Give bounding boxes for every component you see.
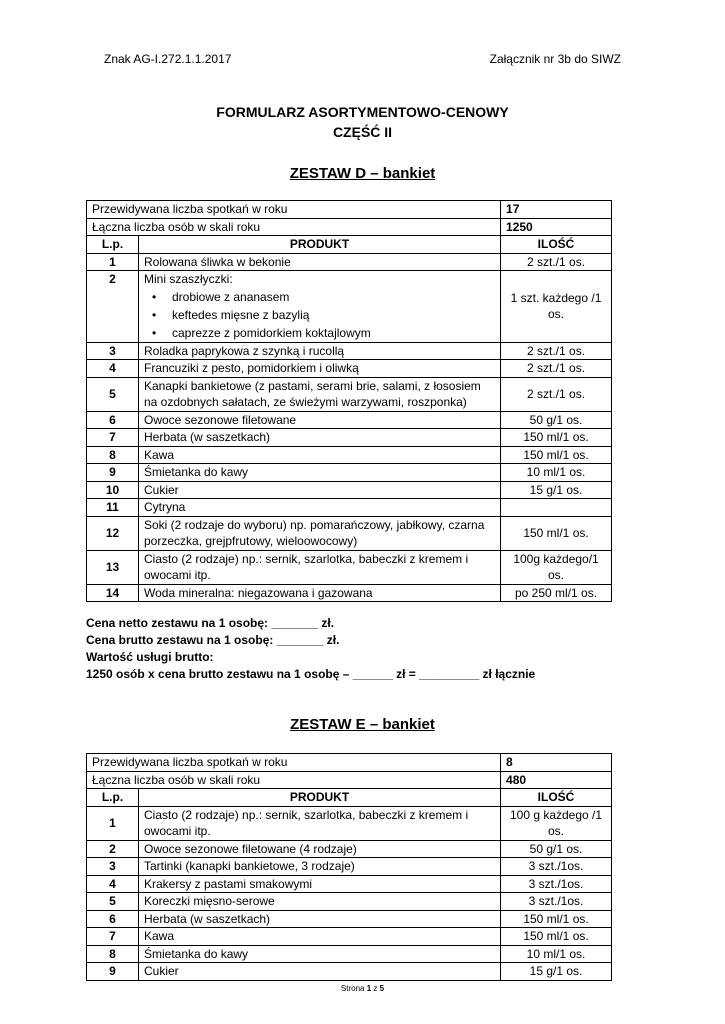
- wartosc-calc: 1250 osób x cena brutto zestawu na 1 osobę – ______ zł = _________ zł łącznie: [86, 667, 536, 681]
- table-row: [87, 499, 612, 517]
- table-row: [87, 446, 612, 464]
- meetings-label: Przewidywana liczba spotkań w roku: [87, 201, 501, 219]
- attachment-label: Załącznik nr 3b do SIWZ: [489, 52, 621, 66]
- row-product: [139, 271, 501, 343]
- row-qty: 150 ml/1 os.: [501, 429, 612, 447]
- row-lp: 8: [87, 446, 139, 464]
- table-row: [87, 360, 612, 378]
- row-qty: 2 szt./1 os.: [501, 360, 612, 378]
- row-lp: 13: [87, 550, 139, 584]
- table-row: [87, 963, 612, 981]
- meetings-row: [87, 754, 612, 772]
- table-header-row: [87, 236, 612, 254]
- table-row: [87, 481, 612, 499]
- row-qty: 2 szt./1 os.: [501, 342, 612, 360]
- persons-row: [87, 218, 612, 236]
- persons-value: 1250: [501, 218, 612, 236]
- col-lp-header: L.p.: [87, 236, 139, 254]
- persons-label: Łączna liczba osób w skali roku: [87, 218, 501, 236]
- row-qty: [501, 499, 612, 517]
- row-product: Soki (2 rodzaje do wyboru) np. pomarańczowy, jabłkowy, czarna porzeczka, grejpfrutowy, wieloowocowy): [139, 516, 501, 550]
- document-reference: Znak AG-I.272.1.1.2017: [104, 52, 232, 66]
- table-row: [87, 840, 612, 858]
- col-product-header: PRODUKT: [139, 789, 501, 807]
- row-qty: 3 szt./1os.: [501, 875, 612, 893]
- table-row: [87, 516, 612, 550]
- table-row: [87, 945, 612, 963]
- page-footer: [0, 984, 725, 993]
- row-qty: 150 ml/1 os.: [501, 928, 612, 946]
- table-row: [87, 342, 612, 360]
- table-row: [87, 584, 612, 602]
- row-qty: 150 ml/1 os.: [501, 446, 612, 464]
- row-lp: 11: [87, 499, 139, 517]
- table-row: [87, 253, 612, 271]
- row-lp: 9: [87, 464, 139, 482]
- zestaw-d-heading: ZESTAW D – bankiet: [289, 165, 436, 182]
- row-lp: 9: [87, 963, 139, 981]
- row-product: Owoce sezonowe filetowane (4 rodzaje): [139, 840, 501, 858]
- meetings-value: 8: [501, 754, 612, 772]
- row-qty: 2 szt./1 os.: [501, 377, 612, 411]
- footer-middle: z: [371, 984, 380, 993]
- table-header-row: [87, 789, 612, 807]
- row-qty: 50 g/1 os.: [501, 840, 612, 858]
- table-row: [87, 271, 612, 343]
- row-product: Roladka paprykowa z szynką i rucollą: [139, 342, 501, 360]
- row-product: Owoce sezonowe filetowane: [139, 411, 501, 429]
- wartosc-uslugi: Wartość usługi brutto:: [86, 650, 214, 664]
- row-lp: 4: [87, 875, 139, 893]
- row-qty: 50 g/1 os.: [501, 411, 612, 429]
- table-row: [87, 893, 612, 911]
- table-row: [87, 429, 612, 447]
- product-subitem: • keftedes mięsne z bazylią: [144, 306, 495, 324]
- row-product: Cukier: [139, 481, 501, 499]
- product-subitem: • drobiowe z ananasem: [144, 288, 495, 306]
- product-sublist: [144, 288, 495, 342]
- row-product: Kawa: [139, 928, 501, 946]
- row-product: Ciasto (2 rodzaje) np.: sernik, szarlotka, babeczki z kremem i owocami itp.: [139, 806, 501, 840]
- row-qty: 15 g/1 os.: [501, 481, 612, 499]
- row-lp: 14: [87, 584, 139, 602]
- row-lp: 2: [87, 271, 139, 343]
- table-row: [87, 875, 612, 893]
- table-row: [87, 858, 612, 876]
- row-qty: po 250 ml/1 os.: [501, 584, 612, 602]
- row-product: Śmietanka do kawy: [139, 464, 501, 482]
- row-product: Herbata (w saszetkach): [139, 910, 501, 928]
- zestaw-e-heading: ZESTAW E – bankiet: [290, 716, 435, 733]
- row-lp: 3: [87, 342, 139, 360]
- row-lp: 8: [87, 945, 139, 963]
- row-qty: 10 ml/1 os.: [501, 464, 612, 482]
- row-product: Herbata (w saszetkach): [139, 429, 501, 447]
- row-product: Rolowana śliwka w bekonie: [139, 253, 501, 271]
- row-qty: 1 szt. każdego /1 os.: [501, 271, 612, 343]
- row-lp: 1: [87, 806, 139, 840]
- row-lp: 1: [87, 253, 139, 271]
- row-qty: 100g każdego/1 os.: [501, 550, 612, 584]
- meetings-value: 17: [501, 201, 612, 219]
- persons-label: Łączna liczba osób w skali roku: [87, 771, 501, 789]
- row-product: Francuziki z pesto, pomidorkiem i oliwką: [139, 360, 501, 378]
- footer-page: 1: [366, 984, 372, 993]
- row-lp: 7: [87, 429, 139, 447]
- col-product-header: PRODUKT: [139, 236, 501, 254]
- col-qty-header: ILOŚĆ: [501, 236, 612, 254]
- row-lp: 3: [87, 858, 139, 876]
- row-qty: 3 szt./1os.: [501, 858, 612, 876]
- row-product: Woda mineralna: niegazowana i gazowana: [139, 584, 501, 602]
- row-product: Krakersy z pastami smakowymi: [139, 875, 501, 893]
- row-product: Cytryna: [139, 499, 501, 517]
- row-qty: 10 ml/1 os.: [501, 945, 612, 963]
- row-product-text: Mini szaszłyczki:: [144, 272, 233, 286]
- persons-value: 480: [501, 771, 612, 789]
- table-row: [87, 928, 612, 946]
- row-qty: 3 szt./1os.: [501, 893, 612, 911]
- row-lp: 6: [87, 411, 139, 429]
- row-product: Tartinki (kanapki bankietowe, 3 rodzaje): [139, 858, 501, 876]
- row-qty: 15 g/1 os.: [501, 963, 612, 981]
- cena-netto: Cena netto zestawu na 1 osobę: _______ zł.: [86, 616, 335, 630]
- row-qty: 150 ml/1 os.: [501, 910, 612, 928]
- row-lp: 2: [87, 840, 139, 858]
- row-lp: 12: [87, 516, 139, 550]
- col-lp-header: L.p.: [87, 789, 139, 807]
- zestaw-d-table: [86, 200, 612, 602]
- meetings-label: Przewidywana liczba spotkań w roku: [87, 754, 501, 772]
- row-lp: 4: [87, 360, 139, 378]
- row-qty: 100 g każdego /1 os.: [501, 806, 612, 840]
- form-title: FORMULARZ ASORTYMENTOWO-CENOWY: [216, 104, 509, 120]
- row-lp: 7: [87, 928, 139, 946]
- meetings-row: [87, 201, 612, 219]
- row-product: Ciasto (2 rodzaje) np.: sernik, szarlotka, babeczki z kremem i owocami itp.: [139, 550, 501, 584]
- persons-row: [87, 771, 612, 789]
- table-row: [87, 377, 612, 411]
- row-qty: 2 szt./1 os.: [501, 253, 612, 271]
- cena-brutto: Cena brutto zestawu na 1 osobę: _______ zł.: [86, 633, 340, 647]
- footer-total: 5: [379, 984, 385, 993]
- row-lp: 5: [87, 893, 139, 911]
- form-part: CZĘŚĆ II: [332, 124, 393, 140]
- table-row: [87, 550, 612, 584]
- product-subitem: • caprezze z pomidorkiem koktajlowym: [144, 324, 495, 342]
- row-lp: 10: [87, 481, 139, 499]
- col-qty-header: ILOŚĆ: [501, 789, 612, 807]
- row-qty: 150 ml/1 os.: [501, 516, 612, 550]
- table-row: [87, 464, 612, 482]
- table-row: [87, 910, 612, 928]
- row-product: Kawa: [139, 446, 501, 464]
- table-row: [87, 806, 612, 840]
- row-product: Koreczki mięsno-serowe: [139, 893, 501, 911]
- row-lp: 6: [87, 910, 139, 928]
- zestaw-e-table: [86, 753, 612, 981]
- footer-prefix: Strona: [340, 984, 367, 993]
- row-product: Kanapki bankietowe (z pastami, serami brie, salami, z łososiem na ozdobnych sałatach, ze świeżymi warzywami, roszponka): [139, 377, 501, 411]
- row-product: Cukier: [139, 963, 501, 981]
- row-product: Śmietanka do kawy: [139, 945, 501, 963]
- row-lp: 5: [87, 377, 139, 411]
- table-row: [87, 411, 612, 429]
